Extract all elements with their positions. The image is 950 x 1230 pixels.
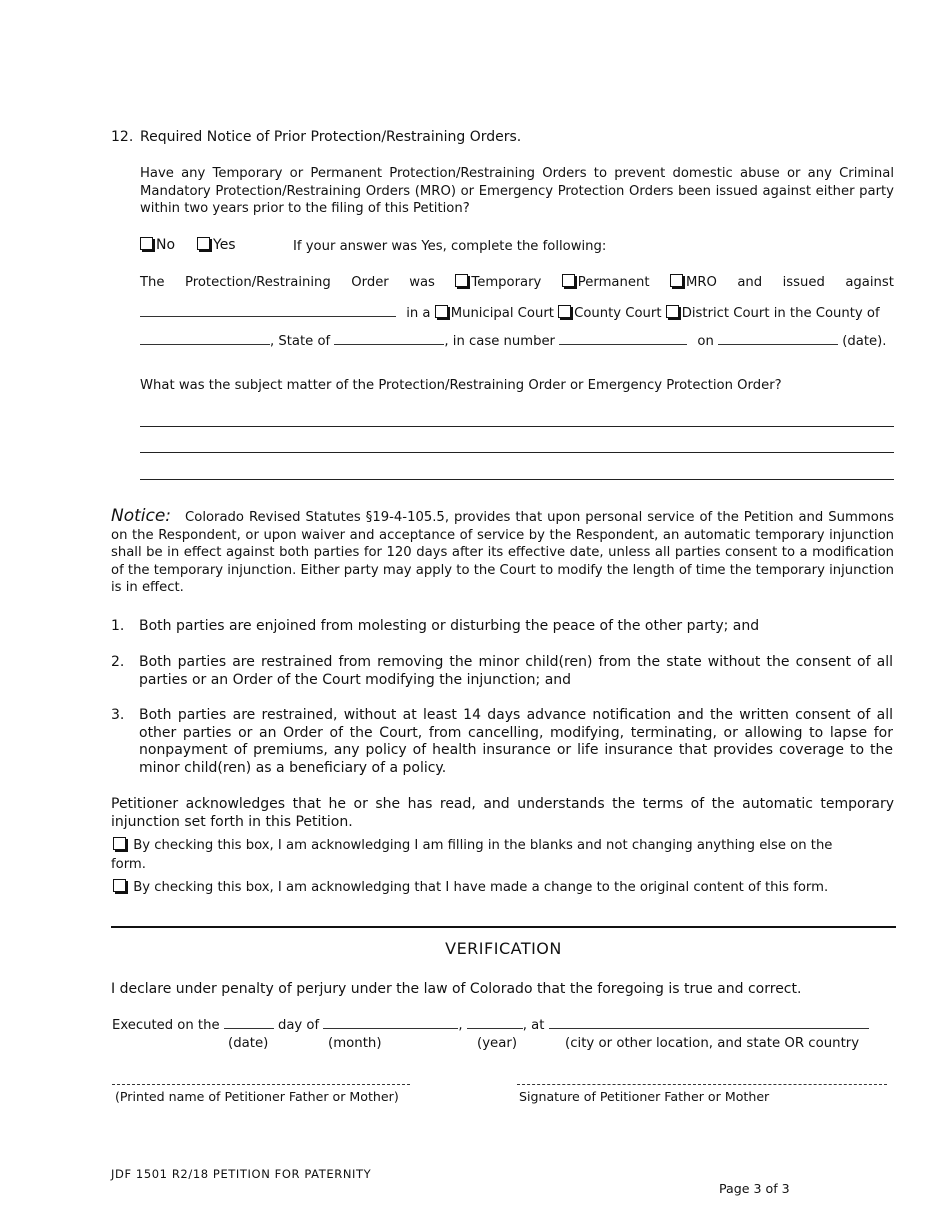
line1-word: The (140, 275, 165, 290)
notice-text: Colorado Revised Statutes §19-4-105.5, provides that upon personal service of the Petition and Summons on the Respondent, or upon waiver and acceptance of service by the Respondent, an automatic temporary injunction shall be in effect against both parties for 120 days after its effective date, unless all parties consent to a modification of the temporary injunction. Either party may apply to the Court to modify the length of time the temporary injunction is in effect. (111, 510, 894, 595)
permanent-checkbox[interactable] (562, 274, 575, 287)
district-checkbox[interactable] (666, 305, 679, 318)
checkbox-made-change[interactable] (113, 879, 828, 895)
mro-label: MRO (685, 275, 717, 290)
notice-paragraph (111, 508, 894, 597)
item-text: Both parties are restrained from removing the minor child(ren) from the state without the consent of all parties or an Order of the Court modifying the injunction; and (139, 654, 893, 688)
answer-line-2[interactable] (140, 452, 894, 453)
municipal-checkbox[interactable] (435, 305, 448, 318)
page-number: Page 3 of 3 (719, 1181, 790, 1196)
subject-question: What was the subject matter of the Protection/Restraining Order or Emergency Protection Order? (140, 378, 782, 393)
district-label: District Court in the County of (681, 306, 880, 321)
year-caption: (year) (477, 1036, 518, 1051)
section-divider (111, 926, 896, 928)
day-of-text: day of (277, 1018, 320, 1033)
answer-line-1[interactable] (140, 426, 894, 427)
date-blank[interactable] (718, 333, 838, 345)
no-option[interactable] (140, 237, 175, 253)
item-text: Both parties are restrained, without at least 14 days advance notification and the written consent of all other parties or an Order of the Court, from cancelling, modifying, terminating, or allowing to lapse for nonpayment of premiums, any policy of health insurance or life insurance that provides coverage to the minor child(ren) as a beneficiary of a policy. (139, 707, 893, 776)
location-blank[interactable] (549, 1017, 869, 1029)
permanent-label: Permanent (577, 275, 650, 290)
month-caption: (month) (328, 1036, 382, 1051)
printed-name-line[interactable] (112, 1084, 410, 1085)
answer-line-3[interactable] (140, 479, 894, 480)
case-number-blank[interactable] (559, 333, 687, 345)
no-changes-checkbox[interactable] (113, 837, 126, 850)
year-blank[interactable] (467, 1017, 523, 1029)
mro-checkbox[interactable] (670, 274, 683, 287)
no-checkbox[interactable] (140, 237, 153, 250)
mro-option[interactable] (670, 274, 717, 290)
county-checkbox[interactable] (558, 305, 571, 318)
item-number: 1. (111, 618, 125, 634)
temporary-checkbox[interactable] (455, 274, 468, 287)
made-change-label: By checking this box, I am acknowledging that I have made a change to the original content of this form. (133, 880, 829, 895)
line1-word: and (737, 275, 763, 290)
month-blank[interactable] (323, 1017, 458, 1029)
date-suffix: (date). (842, 334, 887, 349)
yes-checkbox[interactable] (197, 237, 210, 250)
yes-option[interactable] (197, 237, 236, 253)
district-option[interactable] (666, 306, 880, 321)
court-row (140, 305, 880, 321)
no-changes-label-continued: form. (111, 857, 146, 872)
line1-word: Protection/Restraining (184, 275, 331, 290)
on-text: on (697, 334, 714, 349)
signature-caption: Signature of Petitioner Father or Mother (519, 1089, 770, 1104)
order-type-row (140, 274, 894, 290)
checkbox-no-changes[interactable] (113, 837, 832, 853)
yes-label: Yes (213, 237, 236, 253)
in-a-text: in a (406, 306, 431, 321)
executed-on-text: Executed on the (112, 1018, 220, 1033)
permanent-option[interactable] (562, 274, 650, 290)
line1-word: Order (351, 275, 389, 290)
location-caption: (city or other location, and state OR country (565, 1036, 860, 1051)
section-12-heading: Required Notice of Prior Protection/Restraining Orders. (140, 129, 522, 145)
municipal-label: Municipal Court (450, 306, 554, 321)
municipal-option[interactable] (435, 306, 554, 321)
at-text: at (531, 1018, 545, 1033)
line1-word: against (845, 275, 894, 290)
county-option[interactable] (558, 306, 661, 321)
no-changes-label: By checking this box, I am acknowledging I am filling in the blanks and not changing anything else on the (133, 838, 833, 853)
verification-declaration: I declare under penalty of perjury under the law of Colorado that the foregoing is true and correct. (111, 981, 802, 997)
made-change-checkbox[interactable] (113, 879, 126, 892)
section-12-number: 12. (111, 129, 134, 145)
county-label: County Court (574, 306, 662, 321)
case-row (140, 333, 886, 349)
temporary-label: Temporary (471, 275, 542, 290)
printed-name-caption: (Printed name of Petitioner Father or Mother) (115, 1089, 399, 1104)
acknowledgment-text: Petitioner acknowledges that he or she has read, and understands the terms of the automatic temporary injunction set forth in this Petition. (111, 796, 894, 830)
prior-orders-question: Have any Temporary or Permanent Protection/Restraining Orders to prevent domestic abuse or any Criminal Mandatory Protection/Restraining Orders (MRO) or Emergency Protection Orders been issued against either party within two years prior to the filing of this Petition? (140, 166, 894, 216)
notice-label: Notice: (111, 506, 172, 526)
day-blank[interactable] (224, 1017, 274, 1029)
form-id: JDF 1501 R2/18 PETITION FOR PATERNITY (111, 1167, 372, 1181)
temporary-option[interactable] (455, 274, 541, 290)
if-yes-instruction: If your answer was Yes, complete the following: (293, 239, 607, 254)
signature-line[interactable] (517, 1084, 887, 1085)
date-caption: (date) (228, 1036, 269, 1051)
county-blank[interactable] (140, 333, 270, 345)
issued-against-blank[interactable] (140, 305, 396, 317)
no-label: No (156, 237, 176, 253)
case-number-text: , in case number (444, 334, 555, 349)
line1-word: issued (782, 275, 825, 290)
state-of-text: , State of (270, 334, 331, 349)
item-number: 2. (111, 654, 125, 670)
state-blank[interactable] (334, 333, 444, 345)
item-number: 3. (111, 707, 125, 723)
verification-title: VERIFICATION (445, 939, 562, 958)
line1-word: was (409, 275, 435, 290)
executed-row: Executed on the day of , , at (112, 1017, 869, 1033)
item-text: Both parties are enjoined from molesting or disturbing the peace of the other party; and (139, 618, 760, 634)
